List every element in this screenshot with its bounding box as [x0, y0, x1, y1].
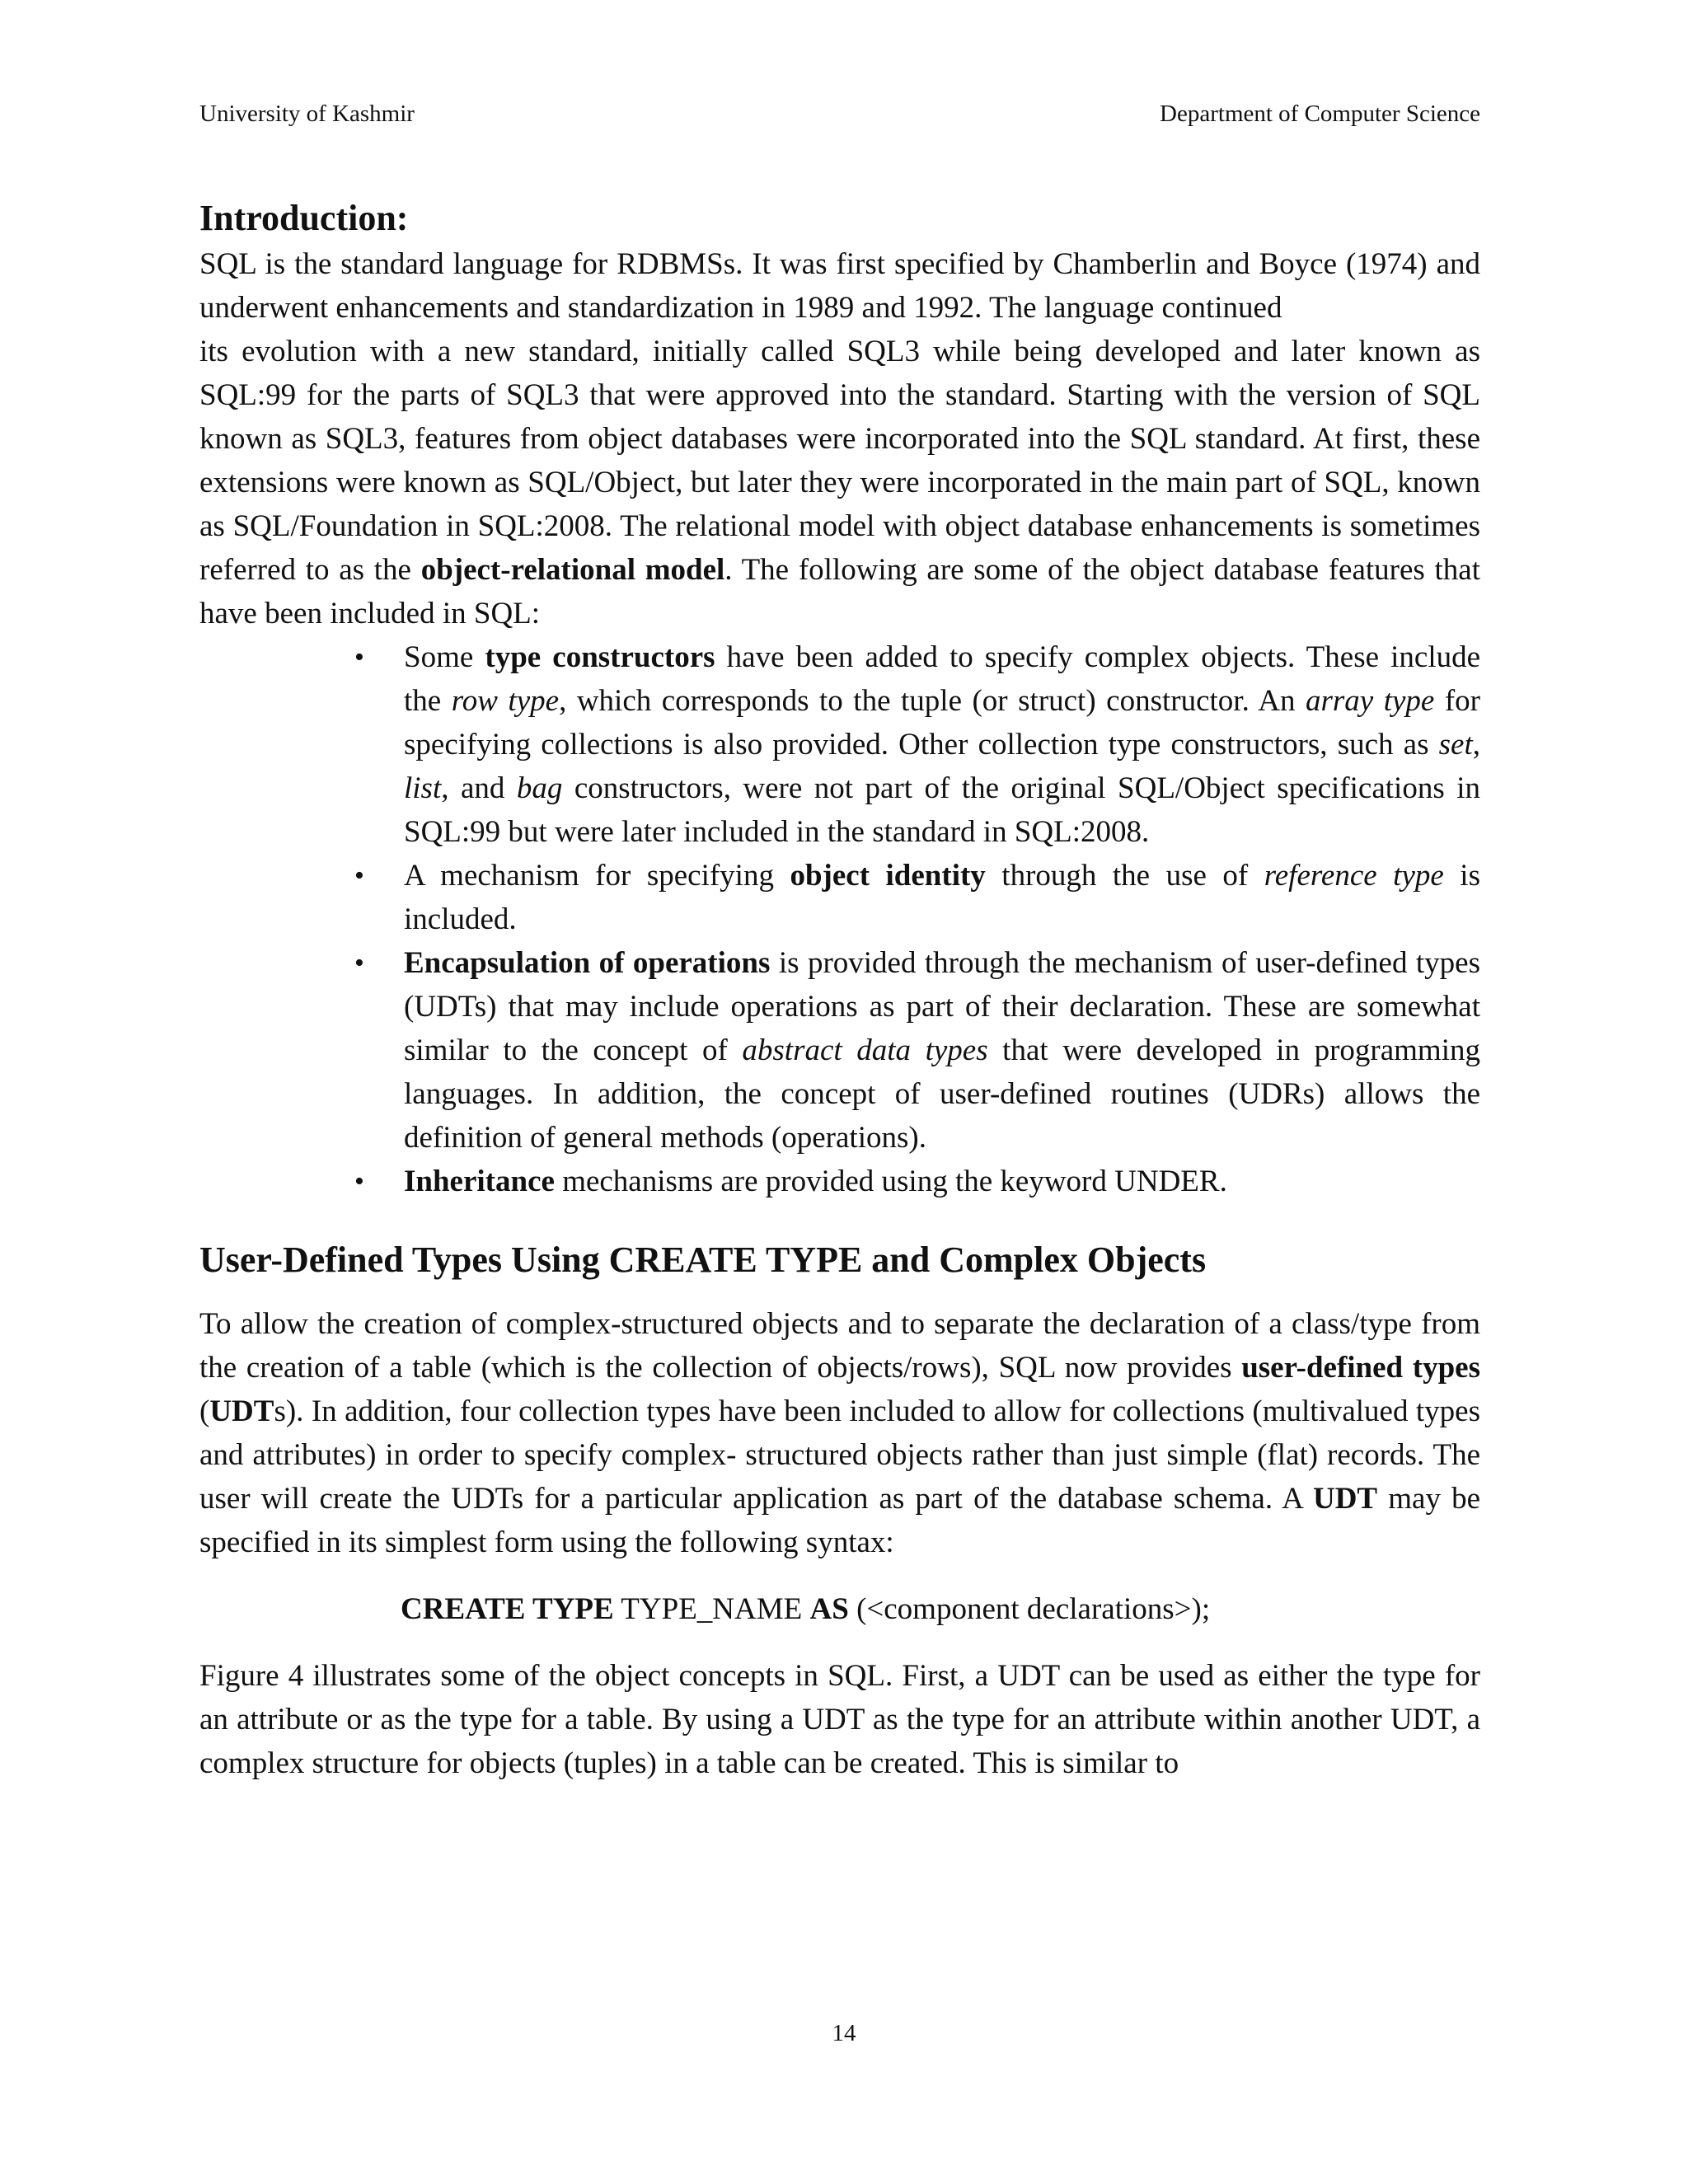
bullet-icon: • — [354, 860, 364, 891]
item-text: A mechanism for specifying — [404, 859, 790, 893]
udt-paragraph-2: Figure 4 illustrates some of the object concepts in SQL. First, a UDT can be used as either the type for an attribute or as the type for a table. By using a UDT as the type for an attribute within another UDT, a complex structure for objects (tuples) in a table can be created. This is similar to — [199, 1659, 1480, 1780]
item-text: Some — [404, 640, 485, 674]
udt-term: user-defined types — [1241, 1351, 1481, 1385]
item-emphasis: row type — [451, 684, 560, 718]
item-text: mechanisms are provided using the keyword UNDER. — [554, 1165, 1227, 1198]
item-emphasis: abstract data types — [742, 1033, 988, 1067]
create-type-syntax — [199, 1587, 1480, 1631]
item-term: type constructors — [485, 640, 715, 674]
udt-term: UDT — [1312, 1482, 1378, 1516]
item-term: Inheritance — [404, 1165, 555, 1198]
intro-text: . The following are some of the object database features that have been included in SQL: — [199, 553, 1480, 630]
udt-paragraph-1 — [199, 1302, 1480, 1564]
syntax-text: TYPE_NAME — [613, 1592, 810, 1626]
item-text: for specifying collections is also provided. Other collection type constructors, such as — [404, 684, 1481, 762]
introduction-heading: Introduction: — [199, 198, 409, 238]
item-emphasis: set — [1438, 728, 1473, 762]
syntax-keyword: AS — [809, 1592, 849, 1626]
item-text: is included. — [404, 859, 1480, 936]
intro-text: its evolution with a new standard, initially called SQL3 while being developed and later known as SQL:99 for the parts of SQL3 that were approved into the standard. Starting with the version of SQL known as SQL3, features from object databases were incorporated into the SQL standard. At first, these extensions were known as SQL/Object, but later they were incorporated in the main part of SQL, known as SQL/Foundation in SQL:2008. The relational model with object database enhancements is sometimes referred to as the — [199, 335, 1480, 587]
item-text: , — [1472, 728, 1480, 762]
intro-paragraph-1: SQL is the standard language for RDBMSs. It was first specified by Chamberlin and Boyce (1974) and underwent enhancements and standardization in 1989 and 1992. The language continued — [199, 247, 1480, 325]
udt-term: UDT — [209, 1394, 274, 1428]
udt-text: ( — [199, 1394, 210, 1428]
item-emphasis: list — [404, 771, 442, 805]
item-text: , and — [441, 771, 517, 805]
list-item — [354, 941, 1480, 1160]
syntax-text: (<component declarations>); — [848, 1592, 1211, 1626]
list-item — [354, 854, 1480, 941]
item-text: is provided through the mechanism of user-defined types (UDTs) that may include operations as part of their declaration. These are somewhat similar to the concept of — [404, 946, 1480, 1067]
item-text: through the use of — [985, 859, 1264, 893]
bullet-icon: • — [354, 1166, 364, 1197]
page-header — [199, 97, 1480, 130]
bullet-icon: • — [354, 642, 364, 673]
features-list — [199, 635, 1480, 1203]
udt-text: may be specified in its simplest form using the following syntax: — [199, 1482, 1481, 1559]
header-university: University of Kashmir — [199, 101, 415, 127]
item-emphasis: array type — [1306, 684, 1435, 718]
page-content — [199, 194, 1480, 1785]
item-emphasis: bag — [516, 771, 563, 805]
udt-section-heading: User-Defined Types Using CREATE TYPE and Complex Objects — [199, 1240, 1207, 1280]
item-term: object identity — [790, 859, 986, 893]
udt-text: s). In addition, four collection types have been included to allow for collections (multivalued types and attributes) in order to specify complex- structured objects rather than just simple (flat) records. The user will create the UDTs for a particular application as part of the database schema. A — [199, 1394, 1480, 1516]
item-text: have been added to specify complex objects. These include the — [404, 640, 1481, 718]
intro-paragraph-2 — [199, 330, 1480, 635]
list-item — [354, 1160, 1480, 1203]
item-term: Encapsulation of operations — [404, 946, 771, 980]
item-text: constructors, were not part of the original SQL/Object specifications in SQL:99 but were later included in the standard in SQL:2008. — [404, 771, 1480, 849]
list-item — [354, 635, 1481, 854]
item-text: , which corresponds to the tuple (or struct) constructor. An — [559, 684, 1306, 718]
bullet-icon: • — [354, 948, 364, 978]
item-emphasis: reference type — [1264, 859, 1444, 893]
object-relational-model-term: object-relational model — [420, 553, 725, 587]
header-department: Department of Computer Science — [1160, 101, 1480, 127]
udt-text: To allow the creation of complex-structured objects and to separate the declaration of a class/type from the creation of a table (which is the collection of objects/rows), SQL now provides — [199, 1307, 1480, 1385]
item-text: that were developed in programming languages. In addition, the concept of user-defined routines (UDRs) allows the definition of general methods (operations). — [404, 1033, 1480, 1155]
page-number: 14 — [832, 2020, 856, 2046]
syntax-keyword: CREATE TYPE — [401, 1592, 614, 1626]
